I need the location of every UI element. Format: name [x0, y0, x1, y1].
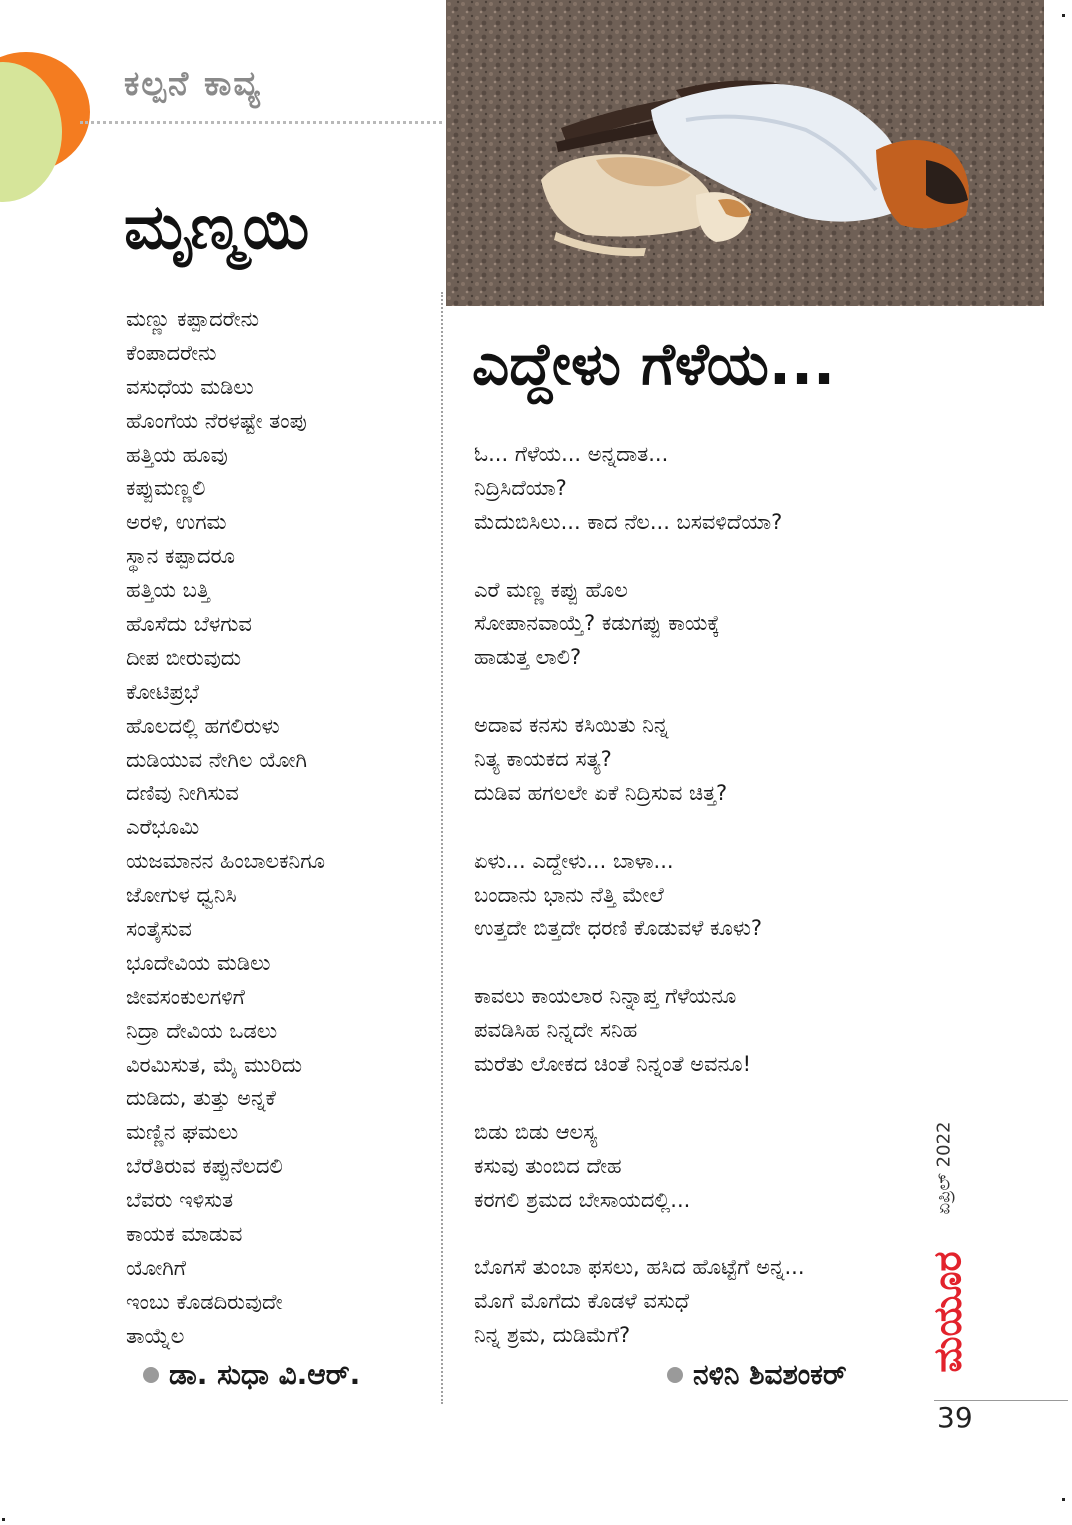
poem2-body	[474, 438, 805, 1387]
poem2-author-name: ನಳಿನಿ ಶಿವಶಂಕರ್	[693, 1358, 847, 1391]
poem-line: ಕರಗಲಿ ಶ್ರಮದ ಬೇಸಾಯದಲ್ಲಿ...	[474, 1187, 691, 1212]
farmer-dog-photo	[446, 0, 1044, 306]
poem-line: ತಾಯ್ನೆಲ	[126, 1323, 185, 1348]
poem-line: ನಿದ್ರಿಸಿದೆಯಾ?	[474, 475, 567, 500]
poem-line: ಹತ್ತಿಯ ಹೂವು	[126, 442, 228, 467]
issue-date	[924, 1108, 964, 1228]
poem-line: ಎರೆ ಮಣ್ಣ ಕಪ್ಪು ಹೊಲ	[474, 577, 628, 602]
poem-line: ಕಾವಲು ಕಾಯಲಾರ ನಿನ್ನಾಪ್ತ ಗೆಳೆಯನೂ	[474, 984, 737, 1009]
poem-line: ವಿರಮಿಸುತ, ಮೈ ಮುರಿದು	[126, 1052, 303, 1077]
poem-line: ಇಂಬು ಕೊಡದಿರುವುದೇ	[126, 1289, 283, 1314]
poem-line: ಅರಳಿ, ಉಗಮ	[126, 510, 227, 535]
crop-mark	[1062, 14, 1065, 17]
poem-line: ದುಡಿಯುವ ನೇಗಿಲ ಯೋಗಿ	[126, 747, 307, 772]
stanza	[474, 709, 805, 811]
crop-mark	[2, 1518, 5, 1521]
poem-line: ಹೊಂಗೆಯ ನೆರಳಷ್ಟೇ ತಂಪು	[126, 408, 307, 433]
poem-line: ಬೆವರು ಇಳಿಸುತ	[126, 1188, 234, 1213]
poem-line: ಕೋಟಿಪ್ರಭೆ	[126, 679, 200, 704]
issue-date-text: ಏಪ್ರಿಲ್ 2022	[933, 1121, 955, 1215]
bullet-dot-icon	[143, 1367, 159, 1383]
page-number: 39	[937, 1401, 973, 1434]
poem-line: ಕಪ್ಪುಮಣ್ಣಲಿ	[126, 476, 206, 501]
poem-line: ಹೊಲದಲ್ಲಿ ಹಗಲಿರುಳು	[126, 713, 280, 738]
poem-line: ಉತ್ತದೇ ಬಿತ್ತದೇ ಧರಣಿ ಕೊಡುವಳೆ ಕೂಳು?	[474, 916, 763, 941]
poem-line: ಮೆದುಬಿಸಿಲು... ಕಾದ ನೆಲ... ಬಸವಳಿದೆಯಾ?	[474, 509, 783, 534]
poem-line: ವಸುಧೆಯ ಮಡಿಲು	[126, 374, 254, 399]
poem-line: ಕಾಯಕ ಮಾಡುವ	[126, 1222, 243, 1247]
poem1-lines	[126, 303, 325, 1354]
poem-line: ಜೋಗುಳ ಧ್ವನಿಸಿ	[126, 883, 237, 908]
poem-line: ಮಣ್ಣಿನ ಘಮಲು	[126, 1120, 239, 1145]
poem-line: ನಿನ್ನ ಶ್ರಮ, ದುಡಿಮೆಗೆ?	[474, 1323, 631, 1348]
dotted-divider	[80, 121, 442, 124]
crop-mark	[1062, 1498, 1065, 1501]
poem-line: ಎರೆಭೂಮಿ	[126, 815, 200, 840]
poem-line: ಅದಾವ ಕನಸು ಕಸಿಯಿತು ನಿನ್ನ	[474, 713, 669, 738]
stanza	[474, 574, 805, 676]
poem-line: ಬೊಗಸೆ ತುಂಬಾ ಫಸಲು, ಹಸಿದ ಹೊಟ್ಟೆಗೆ ಅನ್ನ...	[474, 1255, 805, 1280]
stanza	[474, 1116, 805, 1218]
poem-line: ಕೆಂಪಾದರೇನು	[126, 340, 217, 365]
section-title: ಕಲ್ಪನೆ ಕಾವ್ಯ	[124, 64, 262, 104]
poem-line: ಯೋಗಿಗೆ	[126, 1255, 186, 1280]
stanza	[474, 1251, 805, 1353]
poem-line: ಬಿಡು ಬಿಡು ಆಲಸ್ಯ	[474, 1119, 598, 1144]
poem1-title: ಮೃಣ್ಮಯಿ	[124, 190, 310, 263]
bullet-dot-icon	[667, 1367, 683, 1383]
poem-line: ಪವಡಿಸಿಹ ನಿನ್ನದೇ ಸನಿಹ	[474, 1018, 638, 1043]
magazine-brand	[926, 1246, 970, 1378]
stanza	[474, 438, 805, 540]
poem-line: ಮಣ್ಣು ಕಪ್ಪಾದರೇನು	[126, 307, 260, 331]
poem2-author	[667, 1358, 847, 1392]
poem-line: ಕಸುವು ತುಂಬಿದ ದೇಹ	[474, 1153, 622, 1178]
poem1-author	[143, 1358, 360, 1392]
poem2-title: ಎದ್ದೇಳು ಗೆಳೆಯ...	[472, 330, 836, 398]
poem-line: ನಿದ್ರಾ ದೇವಿಯ ಒಡಲು	[126, 1018, 278, 1043]
poem-line: ಯಜಮಾನನ ಹಿಂಬಾಲಕನಿಗೂ	[126, 849, 325, 874]
stanza	[474, 980, 805, 1082]
poem-line: ಸಂತೈಸುವ	[126, 917, 192, 942]
poem-line: ದಣಿವು ನೀಗಿಸುವ	[126, 781, 239, 806]
poem1-author-name: ಡಾ. ಸುಧಾ ವಿ.ಆರ್.	[169, 1358, 361, 1391]
poem-line: ಏಳು... ಎದ್ದೇಳು... ಬಾಳಾ...	[474, 848, 674, 873]
photo-illustration	[446, 0, 1044, 306]
poem-line: ಬಂದಾನು ಭಾನು ನೆತ್ತಿ ಮೇಲೆ	[474, 882, 664, 907]
poem-line: ದುಡಿವ ಹಗಲಲೇ ಏಕೆ ನಿದ್ರಿಸುವ ಚಿತ್ತ?	[474, 780, 728, 805]
poem-line: ಮೊಗೆ ಮೊಗೆದು ಕೊಡಳೆ ವಸುಧೆ	[474, 1289, 690, 1314]
poem-line: ಮರೆತು ಲೋಕದ ಚಿಂತೆ ನಿನ್ನಂತೆ ಅವನೂ!	[474, 1052, 751, 1077]
poem-line: ದೀಪ ಬೀರುವುದು	[126, 645, 242, 670]
poem1-body	[126, 303, 325, 1354]
poem-line: ಬೆರೆತಿರುವ ಕಪ್ಪುನೆಲದಲಿ	[126, 1154, 283, 1179]
poem-line: ನಿತ್ಯ ಕಾಯಕದ ಸತ್ಯ?	[474, 747, 612, 772]
poem-line: ಜೀವಸಂಕುಲಗಳಿಗೆ	[126, 984, 245, 1009]
poem-line: ಓ... ಗೆಳೆಯ... ಅನ್ನದಾತ...	[474, 442, 669, 466]
stanza	[474, 845, 805, 947]
poem-line: ಹೊಸೆದು ಬೆಳಗುವ	[126, 612, 252, 637]
poem-line: ದುಡಿದು, ತುತ್ತು ಅನ್ನಕೆ	[126, 1086, 276, 1111]
poem-line: ಹತ್ತಿಯ ಬತ್ತಿ	[126, 578, 210, 603]
poem-line: ಸೋಪಾನವಾಯ್ತೆ? ಕಡುಗಪ್ಪು ಕಾಯಕ್ಕೆ	[474, 611, 720, 636]
column-divider	[441, 292, 443, 1404]
magazine-brand-text: ಮಯೂರ	[925, 1251, 970, 1373]
poem-line: ಭೂದೇವಿಯ ಮಡಿಲು	[126, 950, 271, 975]
poem-line: ಸ್ಥಾನ ಕಪ್ಪಾದರೂ	[126, 544, 236, 569]
poem-line: ಹಾಡುತ್ತ ಲಾಲಿ?	[474, 645, 582, 670]
